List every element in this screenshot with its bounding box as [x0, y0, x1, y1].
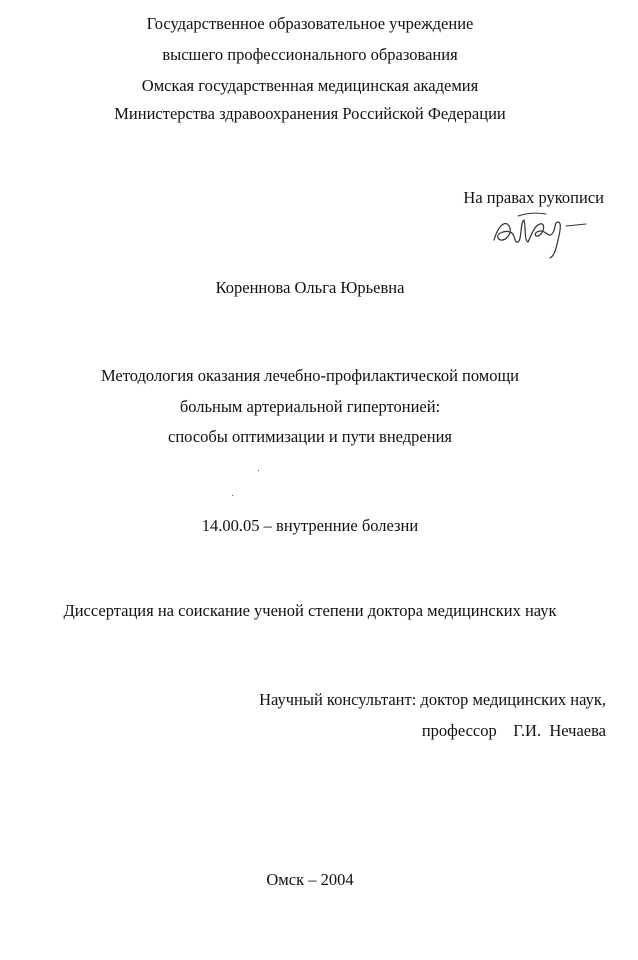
header-line-education: высшего профессионального образования: [162, 45, 458, 64]
scan-speck: [232, 495, 233, 496]
specialty-code: 14.00.05 – внутренние болезни: [201, 516, 419, 535]
place-year: Омск – 2004: [266, 870, 354, 889]
consultant-line-2: профессор Г.И. Нечаева: [421, 721, 606, 740]
dissertation-type: Диссертация на соискание ученой степени доктора медицинских наук: [63, 601, 557, 620]
header-line-institution: Государственное образовательное учреждение: [146, 14, 474, 33]
signature-image: [488, 204, 598, 260]
thesis-title-line-2: больным артериальной гипертонией:: [179, 397, 441, 416]
header-line-ministry: Министерства здравоохранения Российской Федерации: [114, 104, 506, 123]
manuscript-note: На правах рукописи: [463, 188, 604, 207]
thesis-title-line-3: способы оптимизации и пути внедрения: [168, 427, 452, 446]
author-name: Кореннова Ольга Юрьевна: [215, 278, 405, 297]
consultant-line-1: Научный консультант: доктор медицинских наук,: [259, 690, 606, 709]
header-line-academy: Омская государственная медицинская академия: [141, 76, 479, 95]
scan-speck: [258, 470, 259, 471]
thesis-title-line-1: Методология оказания лечебно-профилактической помощи: [100, 366, 520, 385]
